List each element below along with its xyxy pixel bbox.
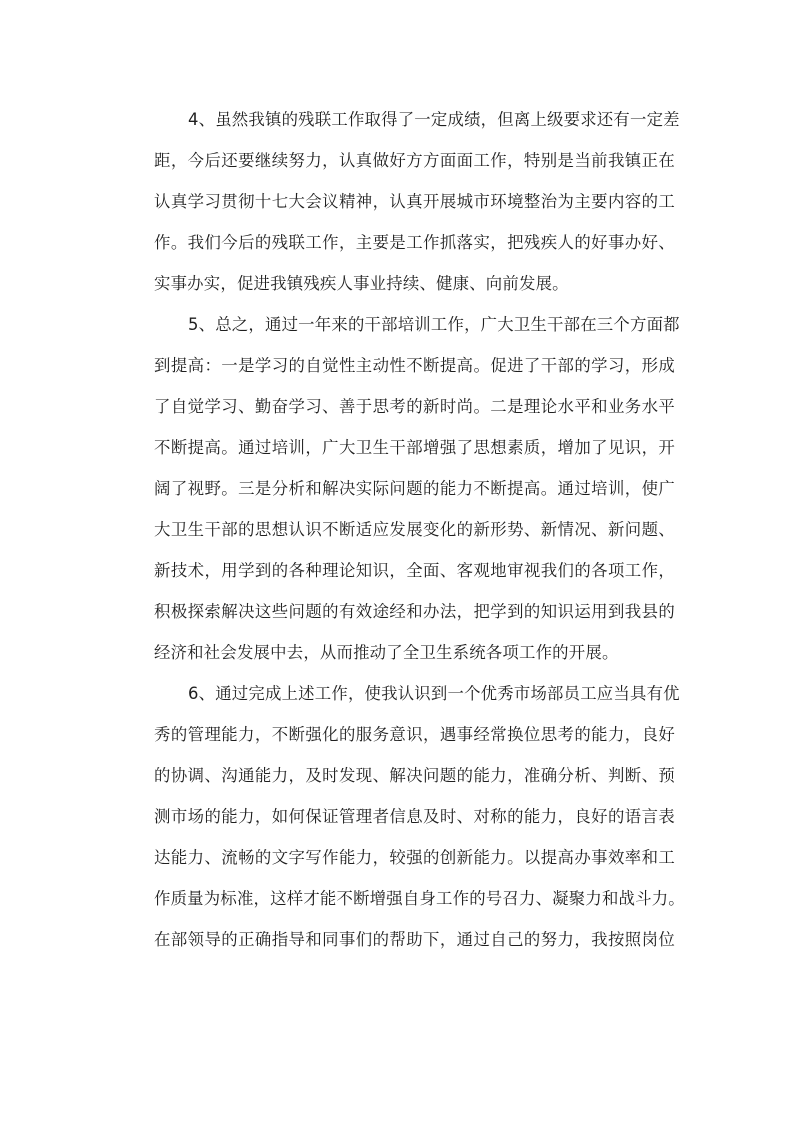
text-line: 不断提高。通过培训，广大卫生干部增强了思想素质，增加了见识，开 <box>154 438 675 457</box>
text-line: 作。我们今后的残联工作，主要是工作抓落实，把残疾人的好事办好、 <box>154 233 675 252</box>
text-line: 经济和社会发展中去，从而推动了全卫生系统各项工作的开展。 <box>154 643 619 662</box>
text-line: 新技术，用学到的各种理论知识，全面、客观地审视我们的各项工作， <box>154 561 675 580</box>
text-line: 积极探索解决这些问题的有效途经和办法，把学到的知识运用到我县的 <box>154 602 675 621</box>
text-line: 达能力、流畅的文字写作能力，较强的创新能力。以提高办事效率和工 <box>154 848 675 867</box>
text-line: 大卫生干部的思想认识不断适应发展变化的新形势、新情况、新问题、 <box>154 520 675 539</box>
paragraph-4 <box>120 99 680 304</box>
text-line: 4、虽然我镇的残联工作取得了一定成绩，但离上级要求还有一定差 <box>188 110 680 129</box>
text-line: 在部领导的正确指导和同事们的帮助下，通过自己的努力，我按照岗位 <box>154 930 675 949</box>
text-line: 作质量为标准，这样才能不断增强自身工作的号召力、凝聚力和战斗力。 <box>154 889 685 908</box>
paragraph-6 <box>120 673 685 960</box>
text-line: 实事办实，促进我镇残疾人事业持续、健康、向前发展。 <box>154 274 569 293</box>
text-line: 到提高：一是学习的自觉性主动性不断提高。促进了干部的学习，形成 <box>154 356 675 375</box>
text-line: 距，今后还要继续努力，认真做好方方面面工作，特别是当前我镇正在 <box>154 151 675 170</box>
text-line: 阔了视野。三是分析和解决实际问题的能力不断提高。通过培训，使广 <box>154 479 675 498</box>
text-line: 秀的管理能力，不断强化的服务意识，遇事经常换位思考的能力，良好 <box>154 725 675 744</box>
text-line: 了自觉学习、勤奋学习、善于思考的新时尚。二是理论水平和业务水平 <box>154 397 675 416</box>
text-line: 6、通过完成上述工作，使我认识到一个优秀市场部员工应当具有优 <box>188 684 680 703</box>
paragraph-5 <box>120 304 680 673</box>
text-line: 测市场的能力，如何保证管理者信息及时、对称的能力，良好的语言表 <box>154 807 675 826</box>
document-body <box>120 99 685 960</box>
text-line: 认真学习贯彻十七大会议精神，认真开展城市环境整治为主要内容的工 <box>154 192 675 211</box>
text-line: 5、总之，通过一年来的干部培训工作，广大卫生干部在三个方面都 <box>188 315 680 334</box>
text-line: 的协调、沟通能力，及时发现、解决问题的能力，准确分析、判断、预 <box>154 766 675 785</box>
